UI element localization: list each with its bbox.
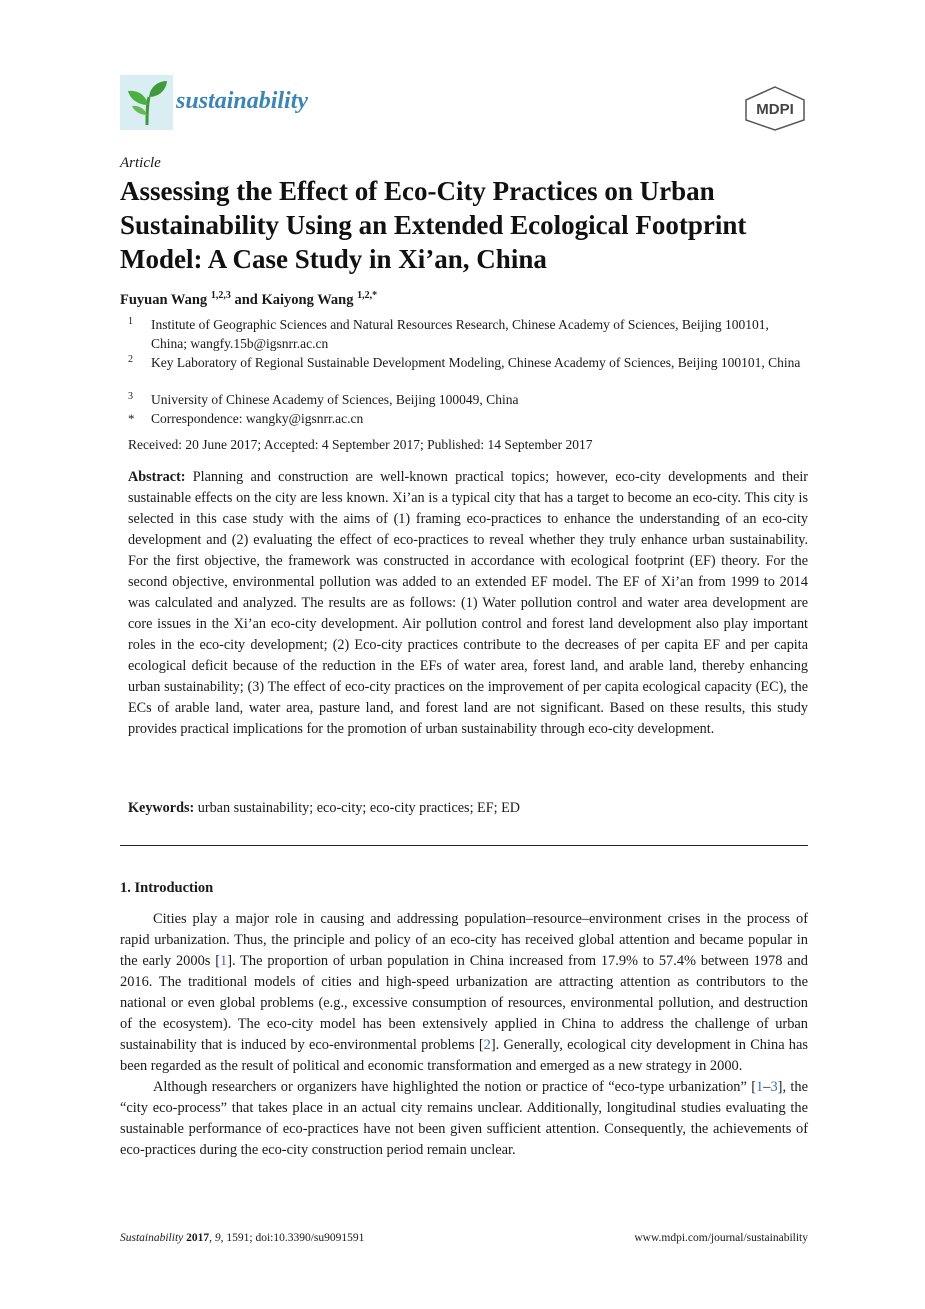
mdpi-logo[interactable] <box>742 85 808 131</box>
affiliation-text: Key Laboratory of Regional Sustainable Development Modeling, Chinese Academy of Sciences, Beijing 100101, China <box>151 355 801 370</box>
abstract <box>128 467 808 740</box>
paragraph-text: ]. Generally, ecological city development in China has been regarded as the result of political and economic transformation and emerged as a new strategy in 2000. <box>120 1037 808 1074</box>
citation-link[interactable]: 2 <box>483 1037 491 1053</box>
paragraph-text: ], the “city eco-process” that takes place in an actual city remains unclear. Additionally, longitudinal studies evaluating the sustainable performance of eco-practices have not been given sufficient attention. Consequently, the achievements of eco-practices during the eco-city construction period remain unclear. <box>120 1079 808 1158</box>
paragraph <box>120 1077 808 1161</box>
section-divider <box>120 845 808 846</box>
paper-title: Assessing the Effect of Eco-City Practices on Urban Sustainability Using an Extended Ecological Footprint Model: A Case Study in Xi’an, China <box>120 176 747 274</box>
keywords-label: Keywords: <box>128 800 195 816</box>
affiliation-number: 3 <box>128 391 133 402</box>
affiliation-number: * <box>128 411 135 426</box>
citation-range-dash: – <box>763 1079 771 1095</box>
affiliation-number: 2 <box>128 354 133 365</box>
publisher-name: MDPI <box>756 101 794 118</box>
keywords-text: urban sustainability; eco-city; eco-city practices; EF; ED <box>197 800 521 816</box>
affiliation-text: University of Chinese Academy of Sciences, Beijing 100049, China <box>151 392 519 407</box>
affiliation-number: 1 <box>128 316 133 327</box>
author-name[interactable]: Kaiyong Wang <box>261 291 354 308</box>
keywords <box>128 800 808 817</box>
paragraph <box>120 909 808 1077</box>
section-heading: 1. Introduction <box>120 880 214 896</box>
section-body <box>120 909 808 1161</box>
footer-volume: 9 <box>214 1232 221 1244</box>
journal-name[interactable]: sustainability <box>176 88 309 114</box>
abstract-label: Abstract: <box>128 469 186 485</box>
author-list <box>120 290 377 309</box>
publication-dates: Received: 20 June 2017; Accepted: 4 September 2017; Published: 14 September 2017 <box>128 437 593 452</box>
author-name[interactable]: Fuyuan Wang <box>120 291 208 308</box>
author-affiliation-marker: 1,2,* <box>357 290 378 301</box>
abstract-text: Planning and construction are well-known practical topics; however, eco-city developments and their sustainable effects on the city are less known. Xi’an is a typical city that has a target to become an eco-city. This city is selected in this case study with the aims of (1) framing eco-practices to enhance the understanding of an eco-city development and (2) evaluating the effect of eco-practices to reveal whether they truly enhance urban sustainability. For the first objective, the framework was constructed in accordance with ecological footprint (EF) theory. For the second objective, environmental pollution was added to an extended EF model. The EF of Xi’an from 1999 to 2014 was calculated and analyzed. The results are as follows: (1) Water pollution control and water area development are core issues in the Xi’an eco-city development. Air pollution control and forest land development also play important roles in the eco-city development; (2) Eco-city practices contribute to the decreases of per capita EF and per capita ecological deficit because of the reduction in the EFs of water area, forest land, and arable land, thereby enhancing urban sustainability; (3) The effect of eco-city practices on the improvement of per capita ecological capacity (EC), the ECs of arable land, water area, pasture land, and forest land are not significant. Based on these results, this study provides practical implications for the promotion of urban sustainability through eco-city development. <box>128 469 809 737</box>
footer-doi[interactable]: , 1591; doi:10.3390/su9091591 <box>220 1232 365 1244</box>
footer-journal: Sustainability <box>120 1232 184 1244</box>
footer-url[interactable]: www.mdpi.com/journal/sustainability <box>634 1232 808 1244</box>
correspondence-text[interactable]: Correspondence: wangky@igsnrr.ac.cn <box>151 411 364 426</box>
citation-link[interactable]: 1 <box>756 1079 764 1095</box>
paragraph-text: Although researchers or organizers have highlighted the notion or practice of “eco-type urbanization” [ <box>153 1079 757 1095</box>
footer-year: 2017 <box>186 1232 210 1244</box>
citation-link[interactable]: 3 <box>770 1079 778 1095</box>
footer-citation: Sustainability 2017, 9, 1591; doi:10.3390/su9091591 <box>120 1232 365 1244</box>
paragraph-text: Cities play a major role in causing and addressing population–resource–environment crises in the process of rapid urbanization. Thus, the principle and policy of an eco-city has received global attention and became popular in the early 2000s [ <box>120 911 808 969</box>
paragraph-text: ]. The proportion of urban population in China increased from 17.9% to 57.4% between 1978 and 2016. The traditional models of cities and high-speed urbanization are attracting attention as contributors to the national or even global problems (e.g., excessive consumption of resources, environmental pollution, and destruction of the ecosystem). The eco-city model has been extensively applied in China to address the challenge of urban sustainability that is induced by eco-environmental problems [ <box>120 953 808 1053</box>
journal-logo <box>120 75 173 130</box>
citation-link[interactable]: 1 <box>219 953 228 969</box>
article-type: Article <box>120 155 161 171</box>
author-affiliation-marker: 1,2,3 <box>210 290 231 301</box>
affiliation-text: Institute of Geographic Sciences and Natural Resources Research, Chinese Academy of Sciences, Beijing 100101, China; wangfy.15b@igsnrr.ac.cn <box>151 317 769 351</box>
journal-header <box>120 75 808 133</box>
author-connector: and <box>234 291 258 308</box>
sprout-icon <box>120 75 173 130</box>
